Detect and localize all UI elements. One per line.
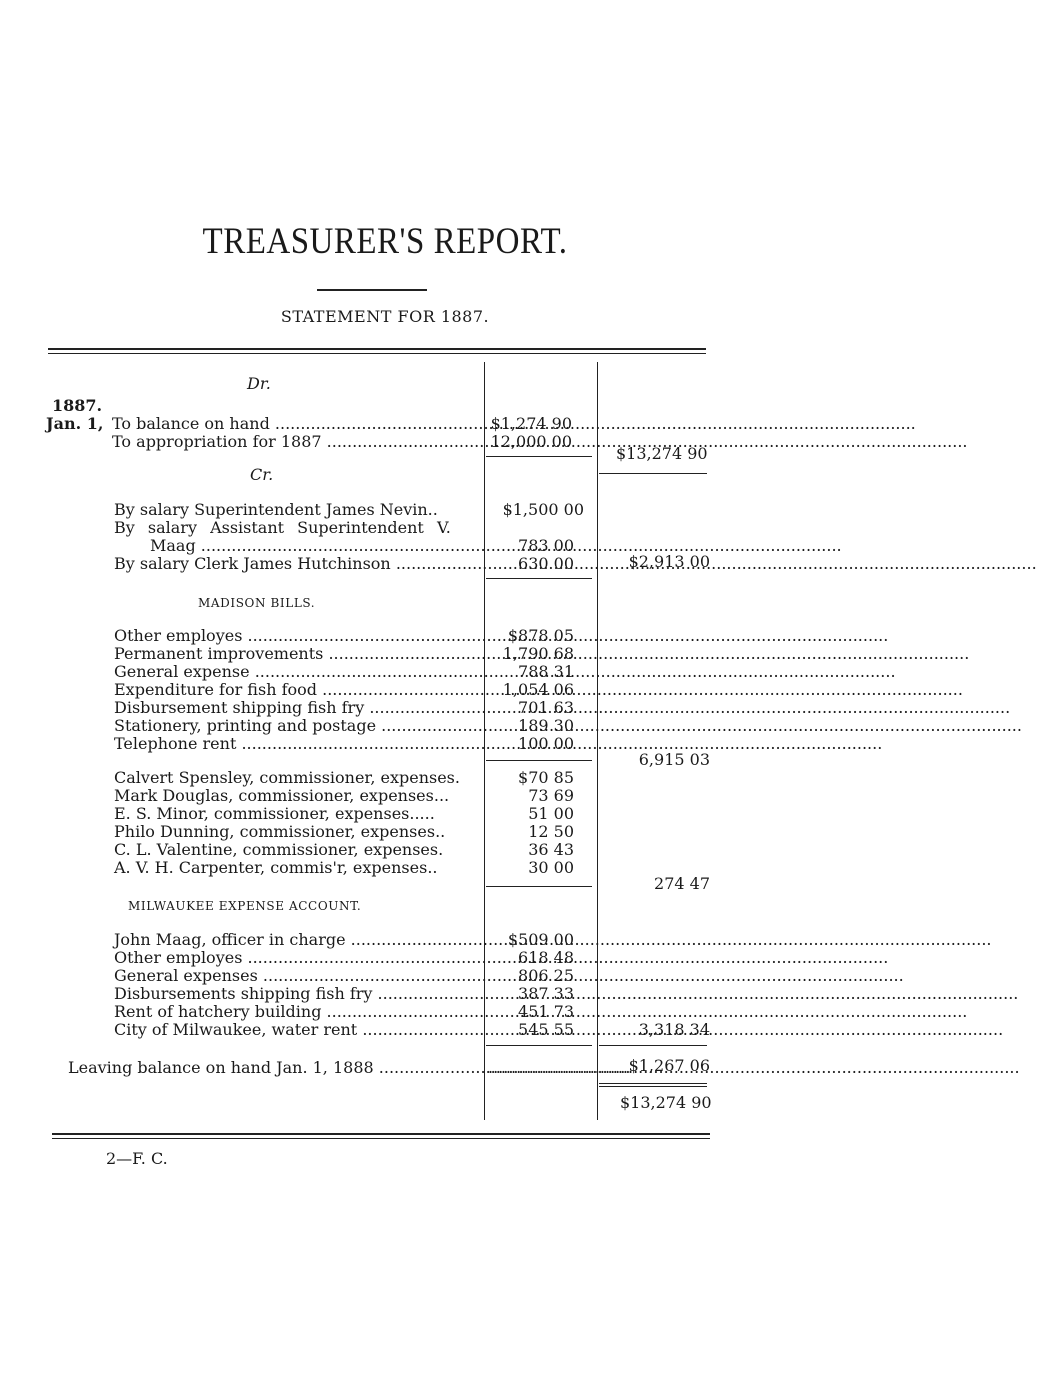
commissioner-row-label: Mark Douglas, commissioner, expenses...	[114, 786, 450, 805]
milwaukee-row-amount: 387 33	[518, 984, 574, 1003]
madison-row-label: Stationery, printing and postage .....	[114, 717, 477, 735]
milwaukee-row-amount: 451 73	[518, 1002, 574, 1021]
madison-heading: MADISON BILLS.	[198, 596, 316, 610]
commissioner-row-label: A. V. H. Carpenter, commis'r, expenses..	[114, 858, 438, 877]
balance-amount: $1,267 06	[628, 1056, 710, 1075]
madison-row-label: Disbursement shipping fish fry .....	[114, 699, 477, 717]
total-rule	[599, 1083, 707, 1084]
total-rule-double	[599, 1086, 707, 1087]
table-bottom-rule	[52, 1133, 710, 1135]
page-title: TREASURER'S REPORT.	[202, 221, 568, 263]
table-top-rule-thin	[48, 353, 706, 354]
commissioner-row-label: Calvert Spensley, commissioner, expenses.	[114, 768, 460, 787]
commissioner-row-label: C. L. Valentine, commissioner, expenses.	[114, 840, 444, 859]
madison-row-amount: $878 05	[507, 626, 574, 645]
salary-row-amount: 630 00	[518, 554, 574, 573]
milwaukee-heading: MILWAUKEE EXPENSE ACCOUNT.	[128, 899, 362, 913]
statement-subtitle: STATEMENT FOR 1887.	[280, 307, 490, 326]
balance-label: Leaving balance on hand Jan. 1, 1888 .....	[68, 1059, 477, 1077]
year-label: 1887.	[52, 396, 103, 415]
madison-row-amount: 788 31	[518, 662, 574, 681]
milwaukee-row-label: Disbursements shipping fish fry .....	[114, 985, 477, 1003]
salary-row-label-continued: Maag .....	[150, 537, 477, 555]
commissioner-row-amount: 36 43	[528, 840, 574, 859]
madison-row-amount: 189 30	[518, 716, 574, 735]
commissioner-row-amount: 30 00	[528, 858, 574, 877]
milwaukee-total: 3,318 34	[638, 1020, 710, 1039]
debit-row-amount: 12,000 00	[490, 432, 572, 451]
subtotal-rule	[486, 578, 592, 579]
subtotal-rule	[486, 760, 592, 761]
grand-total: $13,274 90	[620, 1093, 712, 1112]
commissioner-row-amount: 73 69	[528, 786, 574, 805]
salary-row-amount: $1,500 00	[502, 500, 584, 519]
madison-row-amount: 100 00	[518, 734, 574, 753]
commissioner-row-amount: 51 00	[528, 804, 574, 823]
madison-row-label: General expense .....	[114, 663, 477, 681]
madison-row-amount: 1,054 06	[502, 680, 574, 699]
commissioners-total: 274 47	[654, 874, 710, 893]
salary-row-label: By salary Clerk James Hutchinson .....	[114, 555, 477, 573]
milwaukee-row-label: City of Milwaukee, water rent .....	[114, 1021, 477, 1039]
table-bottom-rule-thin	[52, 1138, 710, 1139]
madison-total: 6,915 03	[638, 750, 710, 769]
milwaukee-row-amount: 545 55	[518, 1020, 574, 1039]
signature-mark: 2—F. C.	[106, 1149, 168, 1168]
commissioner-row-amount: 12 50	[528, 822, 574, 841]
salary-row-label: By salary Superintendent James Nevin..	[114, 500, 438, 519]
milwaukee-row-amount: 806 25	[518, 966, 574, 985]
milwaukee-row-label: Rent of hatchery building .....	[114, 1003, 477, 1021]
total-rule	[599, 1045, 707, 1046]
milwaukee-row-label: John Maag, officer in charge .....	[114, 931, 477, 949]
debit-total: $13,274 90	[616, 444, 708, 463]
milwaukee-row-label: General expenses .....	[114, 967, 477, 985]
milwaukee-row-amount: $509 00	[507, 930, 574, 949]
madison-row-amount: 701 63	[518, 698, 574, 717]
date-label: Jan. 1,	[46, 414, 104, 433]
salary-row-label: By salary Assistant Superintendent V.	[114, 518, 451, 537]
commissioner-row-amount: $70 85	[518, 768, 574, 787]
debit-row-label: To balance on hand .....	[112, 415, 477, 433]
dr-label: Dr.	[247, 374, 271, 393]
madison-row-label: Permanent improvements .....	[114, 645, 477, 663]
subtotal-rule	[486, 456, 592, 457]
salaries-total: $2,913 00	[628, 552, 710, 571]
madison-row-label: Expenditure for fish food .....	[114, 681, 477, 699]
debit-row-amount: $1,274 90	[490, 414, 572, 433]
subtotal-rule	[486, 1045, 592, 1046]
table-top-rule	[48, 348, 706, 350]
subtotal-rule	[486, 886, 592, 887]
salary-row-amount: 783 00	[518, 536, 574, 555]
cr-label: Cr.	[250, 465, 274, 484]
commissioner-row-label: Philo Dunning, commissioner, expenses..	[114, 822, 446, 841]
commissioner-row-label: E. S. Minor, commissioner, expenses.....	[114, 804, 435, 823]
total-rule	[599, 473, 707, 474]
madison-row-label: Telephone rent .....	[114, 735, 477, 753]
milwaukee-row-amount: 618 48	[518, 948, 574, 967]
madison-row-label: Other employes .....	[114, 627, 477, 645]
balance-leader-dots: ............................	[488, 1058, 631, 1077]
milwaukee-row-label: Other employes .....	[114, 949, 477, 967]
title-divider	[317, 289, 427, 291]
debit-row-label: To appropriation for 1887 .....	[112, 433, 477, 451]
madison-row-amount: 1,790 68	[502, 644, 574, 663]
